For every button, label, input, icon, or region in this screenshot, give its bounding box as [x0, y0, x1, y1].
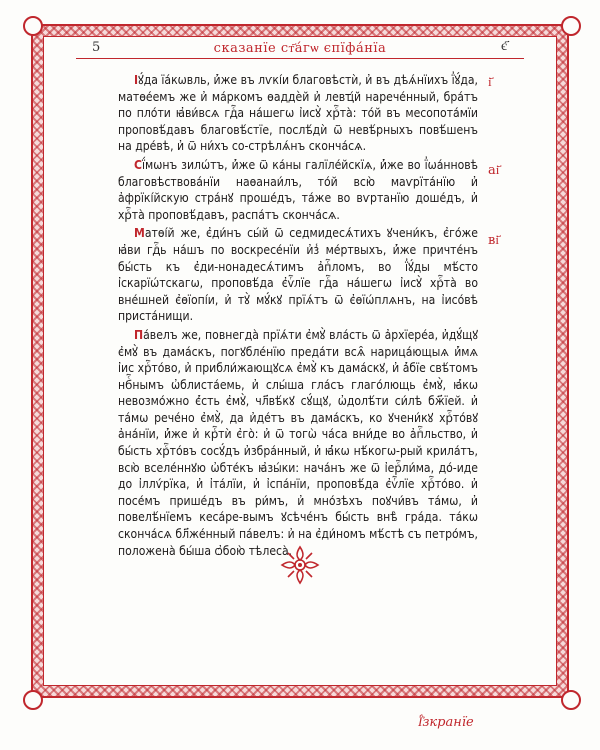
- initial-letter: М: [134, 226, 145, 241]
- initial-letter: І: [134, 73, 139, 87]
- paragraph: [118, 157, 478, 223]
- margin-number: і҃: [488, 75, 492, 90]
- paragraph-text: ꙋ́да їа́кѡвль, и҆́же въ лѵкі́и благовѣстѝ, и҆ въ дѣѧ́нїихъ ї҆ꙋ́да, матѳе́емъ же и҆ ма́ркомъ ѳаддѐй и҆ левҵ́й нарече́нный, бра́тъ по пло́ти ꙗ҆ви́всѧ гдⷭ҇а на́шегѡ і҆исꙋ̀ хрⷭ҇та̀: то́й въ месопота́мїи проповѣ́давъ благовѣ́стїе, послѣ́дѝ ѿ невѣ́рныхъ повѣ́шенъ на дре́вѣ, и҆ ѿ ни́хъ со-стрѣлѧ́нъ сконча́сѧ.: [118, 73, 478, 154]
- page-number: 5: [92, 40, 101, 55]
- margin-number: ві҃: [488, 233, 499, 248]
- initial-letter: С: [134, 157, 142, 172]
- paragraph-text: ї́мѡнъ зилѡ́тъ, и҆́же ѿ ка́ны галїле́йскїѧ, и҆́же во ї҆ѡа́нновѣ благовѣствова́нїи наѳанаи́лъ, то́й всю̀ маѵрїта́нїю и҆ а҆фрїкі́йскую стра́нꙋ проше́дъ, та́же во вѵртанїю доше́дъ, и҆ хрⷭ҇та̀ проповѣ́давъ, распа́тъ сконча́сѧ.: [118, 157, 478, 222]
- margin-number: аі҃: [488, 163, 500, 178]
- frame-corner-ornament: [23, 16, 43, 36]
- frame-corner-ornament: [561, 16, 581, 36]
- header-rule: [76, 58, 524, 59]
- frame-corner-ornament: [23, 690, 43, 710]
- paragraph: [118, 72, 478, 155]
- paragraph-text: атѳі́й же, є҆ди́нъ сы́й ѿ седмидесѧ́тихъ ꙋчени́къ, є҆го́же ꙗ҆ви гдⷭ҇ь на́шъ по воскресе́нїи и҆з̾ ме́ртвыхъ, и҆́же причте́нъ бы́сть къ є҆ди-нонадесѧ́тимъ а҆пⷭ҇ломъ, во ї҆ꙋ́ды мѣ́сто і҆скарїѡ́тскагѡ, проповѣ́да є҆ѵⷢ҇лїе гдⷭ҇а на́шегѡ і҆исꙋ̀ хрⷭ҇та̀ во вне́шней є҆ѳїопі́и, и҆ тꙋ̀ мꙋ́кꙋ прїѧ́тъ ѿ є҆ѳїѡ́плѧнъ, на і҆исо́вѣ приста́нищи.: [118, 226, 478, 324]
- paragraph: [118, 225, 478, 325]
- body-text: [118, 72, 478, 561]
- slavonic-page-number: є҃: [501, 38, 508, 54]
- initial-letter: П: [134, 327, 144, 342]
- cross-ornament-icon: [280, 545, 320, 585]
- running-title: сказанїе ст҃а́гѡ єпїфа́нїа: [213, 41, 387, 56]
- catchword: Ї҆́зкранїе: [418, 715, 474, 730]
- paragraph: [118, 327, 478, 559]
- paragraph-text: а́велъ же, повнегда̀ прїѧ́ти є҆мꙋ̀ вла́сть ѿ а҆рхїере́а, и҆дꙋ́щꙋ є҆мꙋ̀ въ дама́скъ, погꙋбле́нїю преда́ти всѧ̑ нарица́ющыѧ и҆́мѧ і҆ис хрⷭ҇то́во, и҆ прибли́жающꙋсѧ є҆мꙋ̀ къ дама́скꙋ, и҆ а҆́бїе свѣ́томъ нбⷭ҇нымъ ѡ҆блиста́емь, и҆ слы́ша гла́съ глаго́лющь є҆мꙋ̀, ꙗ҆́кѡ невозмо́жно є҆́сть є҆мꙋ̀, чл҃вѣ́кꙋ сꙋ́щꙋ, ѡ҆долѣ́ти си́лѣ бж҃їей. и҆ та́мѡ рече́но є҆мꙋ̀, да и҆де́тъ въ дама́скъ, ко ꙋчени́кꙋ хрⷭ҇то́вꙋ а҆на́нїи, и҆́же и҆ крⷭ҇тѝ є҆го̀: и҆ ѿ тогѡ̀ ча́са вни́де во а҆пⷭ҇льство, и҆ бы́сть хрⷭ҇то́въ сосꙋ́дъ и҆збра́нный, и҆ ꙗ҆́кѡ нѣ́когѡ-рый крила́тъ, всю̀ вселе́ннꙋю ѡ҆бте́къ ꙗ҆зы́ки: нача́нъ же ѿ і҆ерⷭ҇ли́ма, до́-иде до і҆ллѵ́рїка, и҆ і҆та́лїи, и҆ і҆спа́нїи, проповѣ́да є҆ѵⷢ҇лїе хрⷭ҇то́во. и҆ посе́мъ прише́дъ въ ри́мъ, и҆ мно́зѣхъ поꙋчи́въ та́мѡ, и҆ повелѣ́нїемъ кеса́ре-вымъ ꙋсѣче́нъ бы́сть внѣ̀ гра́да. та́кѡ сконча́сѧ бл҃же́нный па́велъ: и҆ на є҆ди́номъ мѣ́стѣ съ петро́мъ, положена̀ бы́ша ѻ҆бою̀ тѣлеса̀.: [118, 327, 478, 558]
- frame-corner-ornament: [561, 690, 581, 710]
